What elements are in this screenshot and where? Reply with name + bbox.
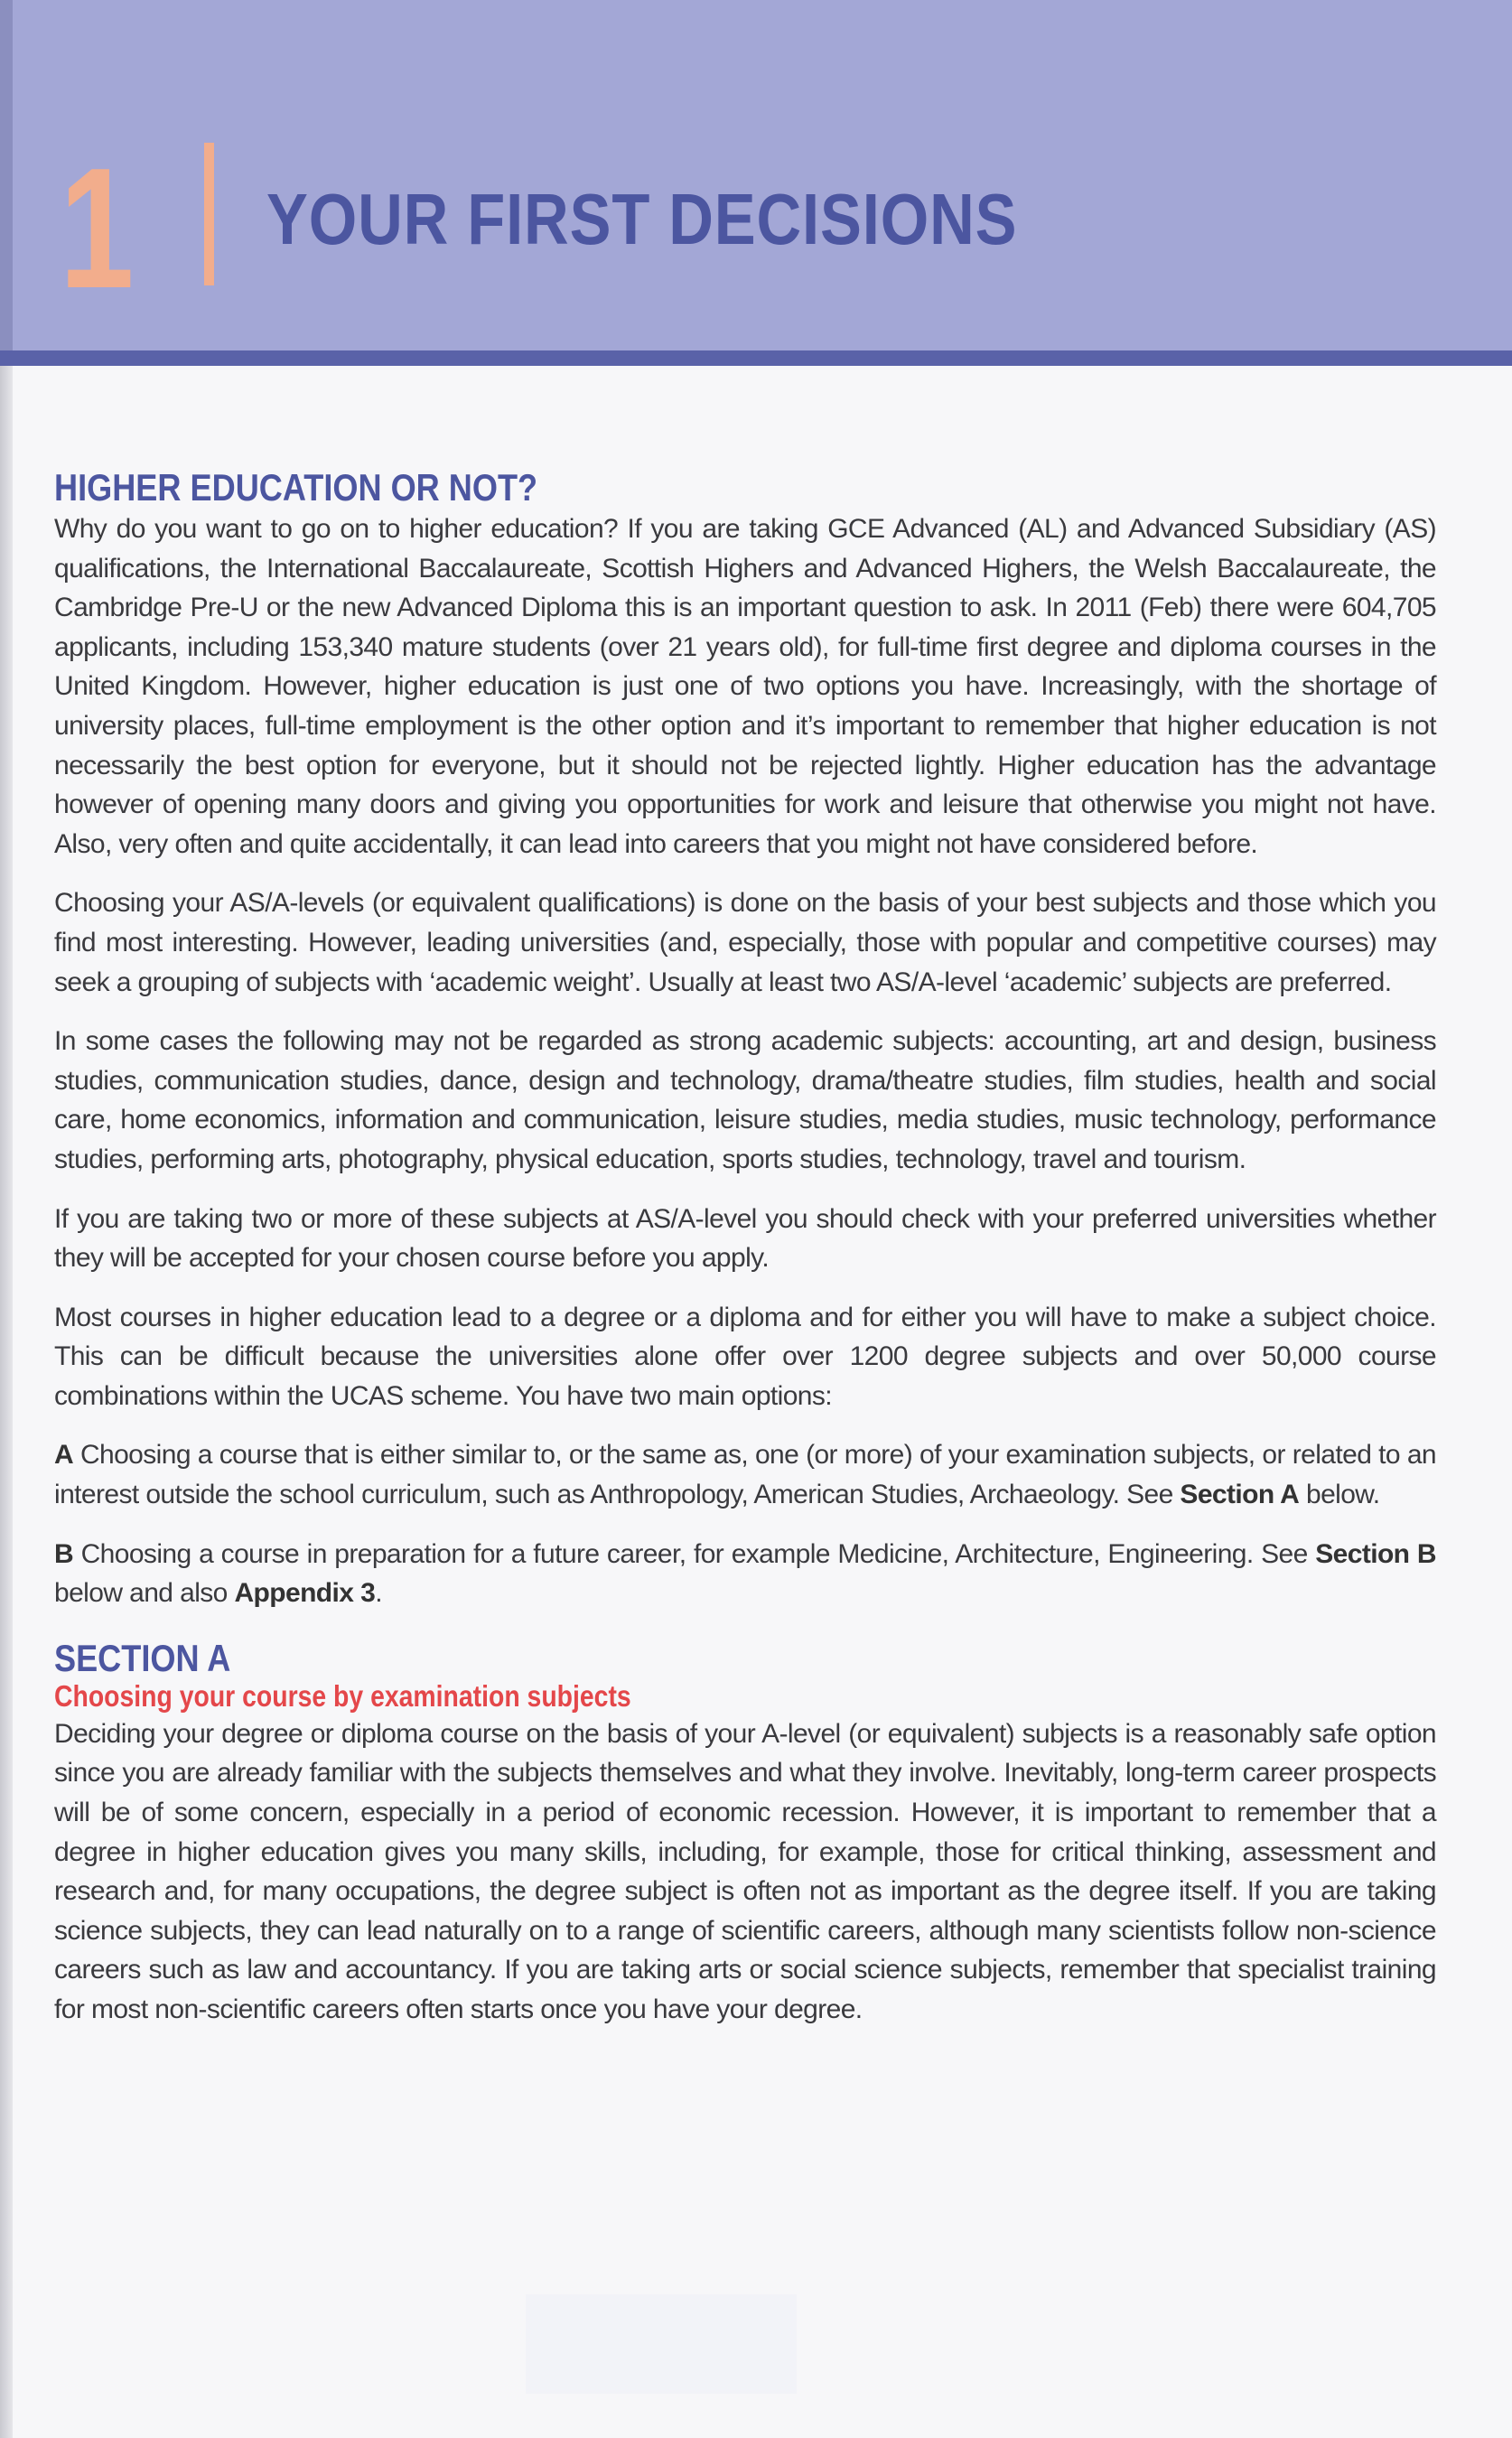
section-a-subheading: Choosing your course by examination subjects xyxy=(54,1678,631,1713)
option-b xyxy=(54,1535,1436,1613)
option-b-end: . xyxy=(375,1578,382,1609)
option-a-letter: A xyxy=(54,1440,74,1471)
header-stripe xyxy=(0,350,1512,366)
option-a-text: Choosing a course that is either similar to, or the same as, one (or more) of your examination subjects, or related to an interest outside the school curriculum, such as Anthropology, American Studies, Archaeology. See xyxy=(54,1440,1436,1510)
paragraph-choosing-levels: Choosing your AS/A-levels (or equivalent qualifications) is done on the basis of your best subjects and those which you find most interesting. However, leading universities (and, especially, those with popular and competitive courses) may seek a grouping of subjects with ‘academic weight’. Usually at least two AS/A-level ‘academic’ subjects are preferred. xyxy=(54,888,1436,997)
option-b-ref-section: Section B xyxy=(1315,1538,1436,1569)
chapter-divider xyxy=(204,143,214,285)
background-watermark xyxy=(526,2294,797,2394)
section-a-paragraph: Deciding your degree or diploma course on the basis of your A-level (or equivalent) subjects is a reasonably safe option since you are already familiar with the subjects themselves and what they involve. Inevitably, long-term career prospects will be of some concern, especially in a period of economic recession. However, it is important to remember that a degree in higher education gives you many skills, including, for example, those for critical thinking, assessment and research and, for many occupations, the degree subject is often not as important as the degree itself. If you are taking science subjects, they can lead naturally on to a range of scientific careers, although many scientists follow non-science careers such as law and accountancy. If you are taking arts or social science subjects, remember that specialist training for most non-scientific careers often starts once you have your degree. xyxy=(54,1718,1436,2024)
option-a-end: below. xyxy=(1299,1480,1380,1510)
paragraph-non-academic-subjects: In some cases the following may not be regarded as strong academic subjects: accounting, art and design, business studies, communication studies, dance, design and technology, drama/theatre studies, film studies, health and social care, home economics, information and communication, leisure studies, media studies, music technology, performance studies, performing arts, photography, physical education, sports studies, technology, travel and tourism. xyxy=(54,1026,1436,1174)
paragraph-two-options: Most courses in higher education lead to a degree or a diploma and for either you will have to make a subject choice. This can be difficult because the universities alone offer over 1200 degree subjects and over 50,000 course combinations within the UCAS scheme. You have two main options: xyxy=(54,1302,1436,1411)
option-b-mid: below and also xyxy=(54,1578,235,1609)
chapter-title: YOUR FIRST DECISIONS xyxy=(266,179,1018,259)
option-b-ref-appendix: Appendix 3 xyxy=(234,1578,376,1609)
option-a-ref-section: Section A xyxy=(1180,1480,1300,1510)
page-content xyxy=(54,466,1436,2050)
header-gutter xyxy=(0,0,13,350)
option-b-text: Choosing a course in preparation for a future career, for example Medicine, Architecture, Engineering. See xyxy=(73,1538,1316,1569)
paragraph-intro: Why do you want to go on to higher education? If you are taking GCE Advanced (AL) and Advanced Subsidiary (AS) qualifications, the International Baccalaureate, Scottish Highers and Advanced Highers, the Welsh Baccalaureate, the Cambridge Pre-U or the new Advanced Diploma this is an important question to ask. In 2011 (Feb) there were 604,705 applicants, including 153,340 mature students (over 21 years old), for full-time first degree and diploma courses in the United Kingdom. However, higher education is just one of two options you have. Increasingly, with the shortage of university places, full-time employment is the other option and it’s important to remember that higher education is not necessarily the best option for everyone, but it should not be rejected lightly. Higher education has the advantage however of opening many doors and giving you opportunities for work and leisure that otherwise you might not have. Also, very often and quite accidentally, it can lead into careers that you might not have considered before. xyxy=(54,514,1436,859)
option-a xyxy=(54,1435,1436,1514)
chapter-number: 1 xyxy=(60,133,135,324)
paragraph-check-universities: If you are taking two or more of these subjects at AS/A-level you should check with your preferred universities whether they will be accepted for your chosen course before you apply. xyxy=(54,1203,1436,1274)
option-b-letter: B xyxy=(54,1538,74,1569)
chapter-header-band xyxy=(0,0,1512,350)
section-a-heading: SECTION A xyxy=(54,1636,231,1679)
section-heading-higher-education: HIGHER EDUCATION OR NOT? xyxy=(54,466,538,509)
